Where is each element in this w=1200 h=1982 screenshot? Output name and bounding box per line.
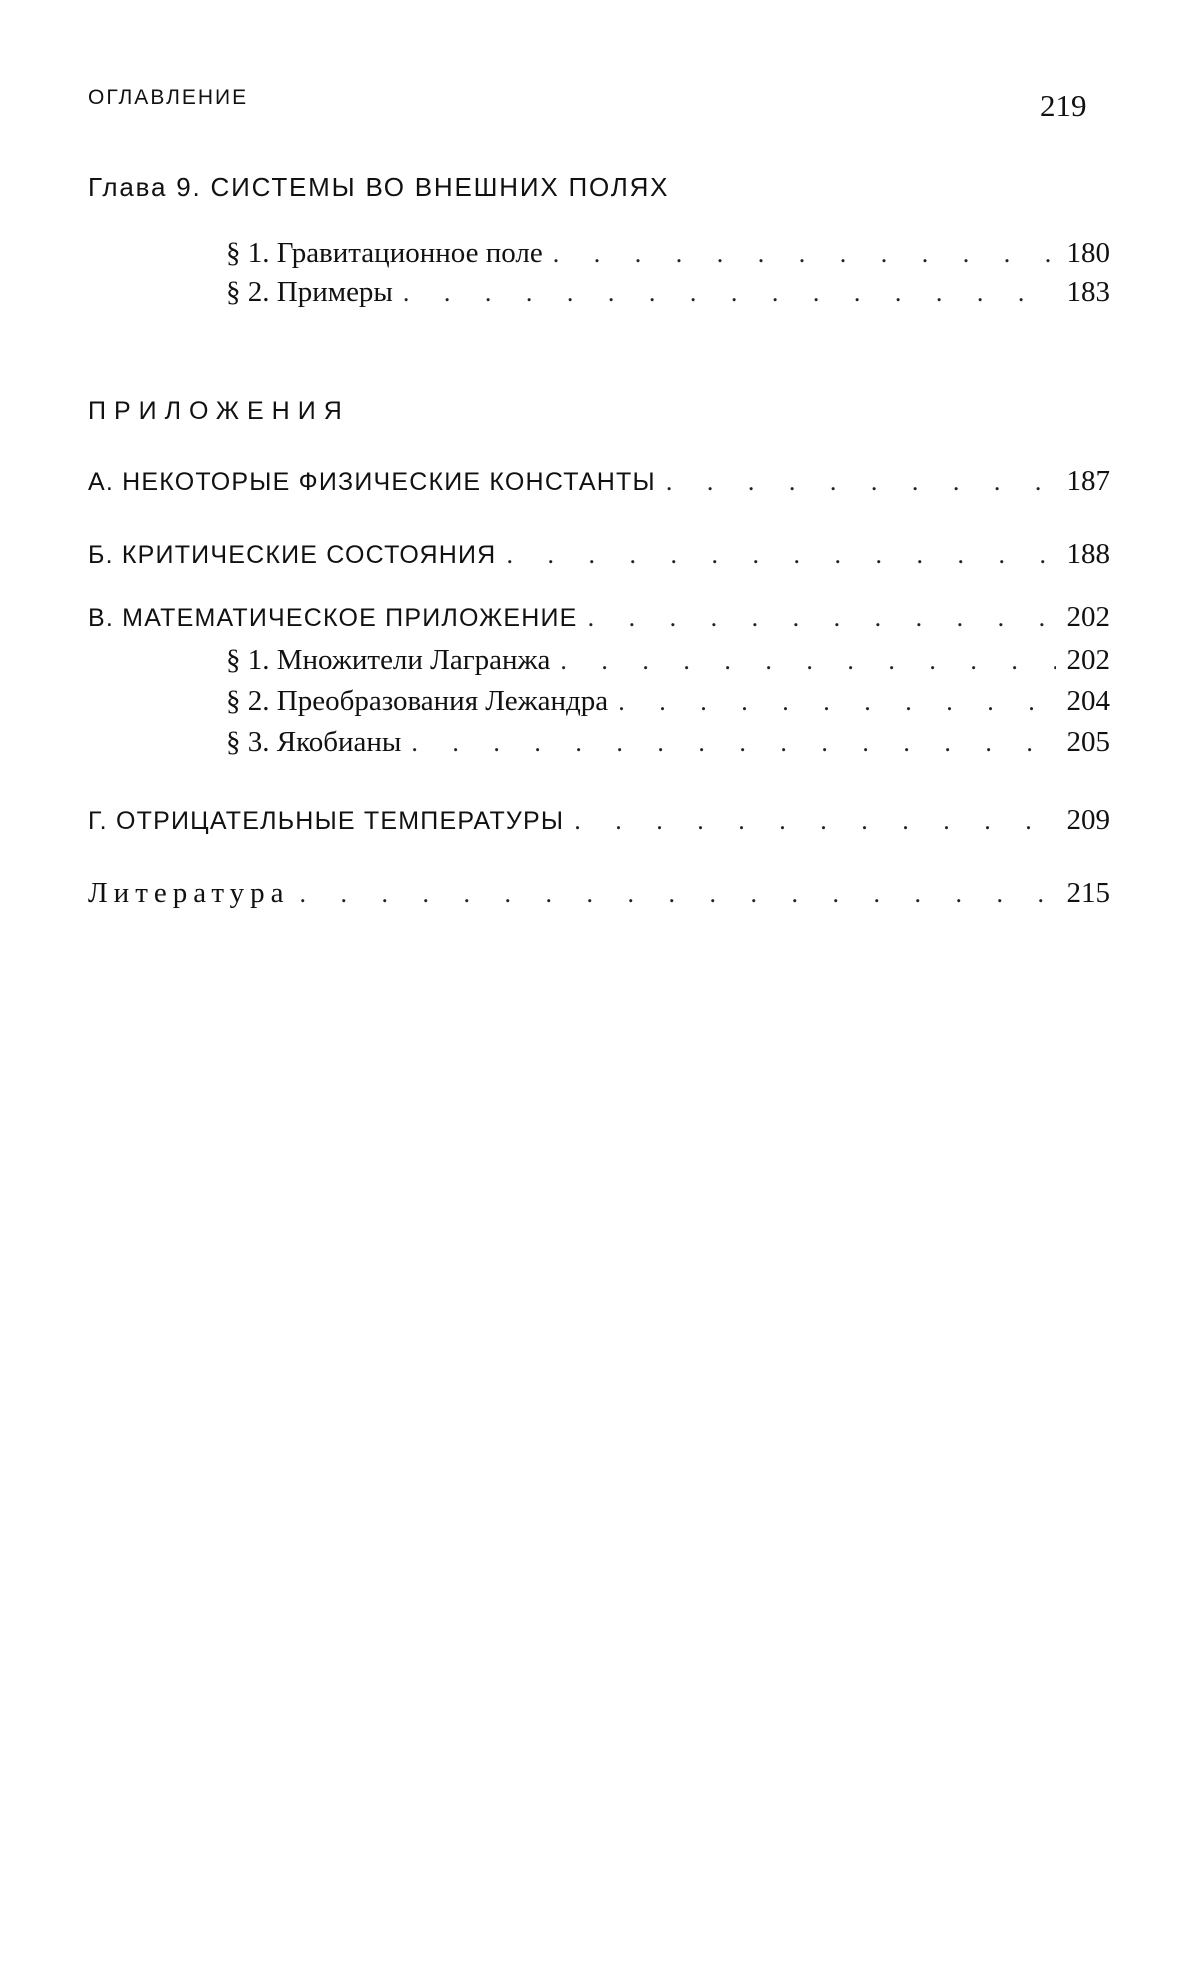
page-number: 219 — [1040, 88, 1087, 123]
toc-entry-appendix-v-s2[interactable] — [226, 685, 1110, 718]
toc-entry-page: 187 — [1066, 465, 1110, 497]
toc-entry-label: § 2. Примеры — [226, 276, 393, 308]
toc-entry-appendix-v-s1[interactable] — [226, 644, 1110, 677]
toc-entry-label: § 1. Множители Лагранжа — [226, 644, 551, 676]
toc-entry-label: А. НЕКОТОРЫЕ ФИЗИЧЕСКИЕ КОНСТАНТЫ — [88, 468, 656, 496]
toc-entry-page: 209 — [1066, 804, 1110, 836]
toc-entry-appendix-v-s3[interactable] — [226, 726, 1110, 759]
toc-entry-appendix-b[interactable] — [88, 538, 1110, 571]
dot-leader — [403, 278, 1056, 308]
toc-entry-label: § 2. Преобразования Лежандра — [226, 685, 609, 717]
toc-entry-label: Б. КРИТИЧЕСКИЕ СОСТОЯНИЯ — [88, 541, 497, 569]
toc-entry-page: 204 — [1066, 685, 1110, 717]
toc-entry-appendix-g[interactable] — [88, 804, 1110, 837]
toc-entry-ch9-s1[interactable] — [226, 237, 1110, 270]
toc-entry-label: § 1. Гравитационное поле — [226, 237, 543, 269]
toc-entry-page: 205 — [1066, 726, 1110, 758]
dot-leader — [300, 879, 1056, 909]
chapter-9-title: Глава 9. СИСТЕМЫ ВО ВНЕШНИХ ПОЛЯХ — [88, 172, 670, 202]
toc-entry-page: 202 — [1066, 601, 1110, 633]
toc-entry-label: § 3. Якобианы — [226, 726, 402, 758]
dot-leader — [560, 646, 1056, 676]
toc-entry-label: Г. ОТРИЦАТЕЛЬНЫЕ ТЕМПЕРАТУРЫ — [88, 807, 565, 835]
dot-leader — [506, 540, 1056, 570]
toc-entry-literature[interactable] — [88, 877, 1110, 910]
toc-entry-page: 215 — [1066, 877, 1110, 909]
dot-leader — [666, 467, 1056, 497]
dot-leader — [574, 806, 1056, 836]
toc-entry-page: 202 — [1066, 644, 1110, 676]
appendices-heading: ПРИЛОЖЕНИЯ — [88, 397, 350, 425]
dot-leader — [553, 239, 1056, 269]
toc-entry-ch9-s2[interactable] — [226, 276, 1110, 309]
toc-entry-page: 180 — [1066, 237, 1110, 269]
toc-entry-label: В. МАТЕМАТИЧЕСКОЕ ПРИЛОЖЕНИЕ — [88, 604, 578, 632]
dot-leader — [588, 603, 1056, 633]
dot-leader — [411, 728, 1056, 758]
toc-entry-appendix-v[interactable] — [88, 601, 1110, 634]
toc-entry-page: 183 — [1066, 276, 1110, 308]
toc-entry-appendix-a[interactable] — [88, 465, 1110, 498]
toc-entry-label: Литература — [88, 877, 290, 909]
toc-entry-page: 188 — [1066, 538, 1110, 570]
running-title: ОГЛАВЛЕНИЕ — [88, 86, 249, 109]
dot-leader — [618, 687, 1056, 717]
